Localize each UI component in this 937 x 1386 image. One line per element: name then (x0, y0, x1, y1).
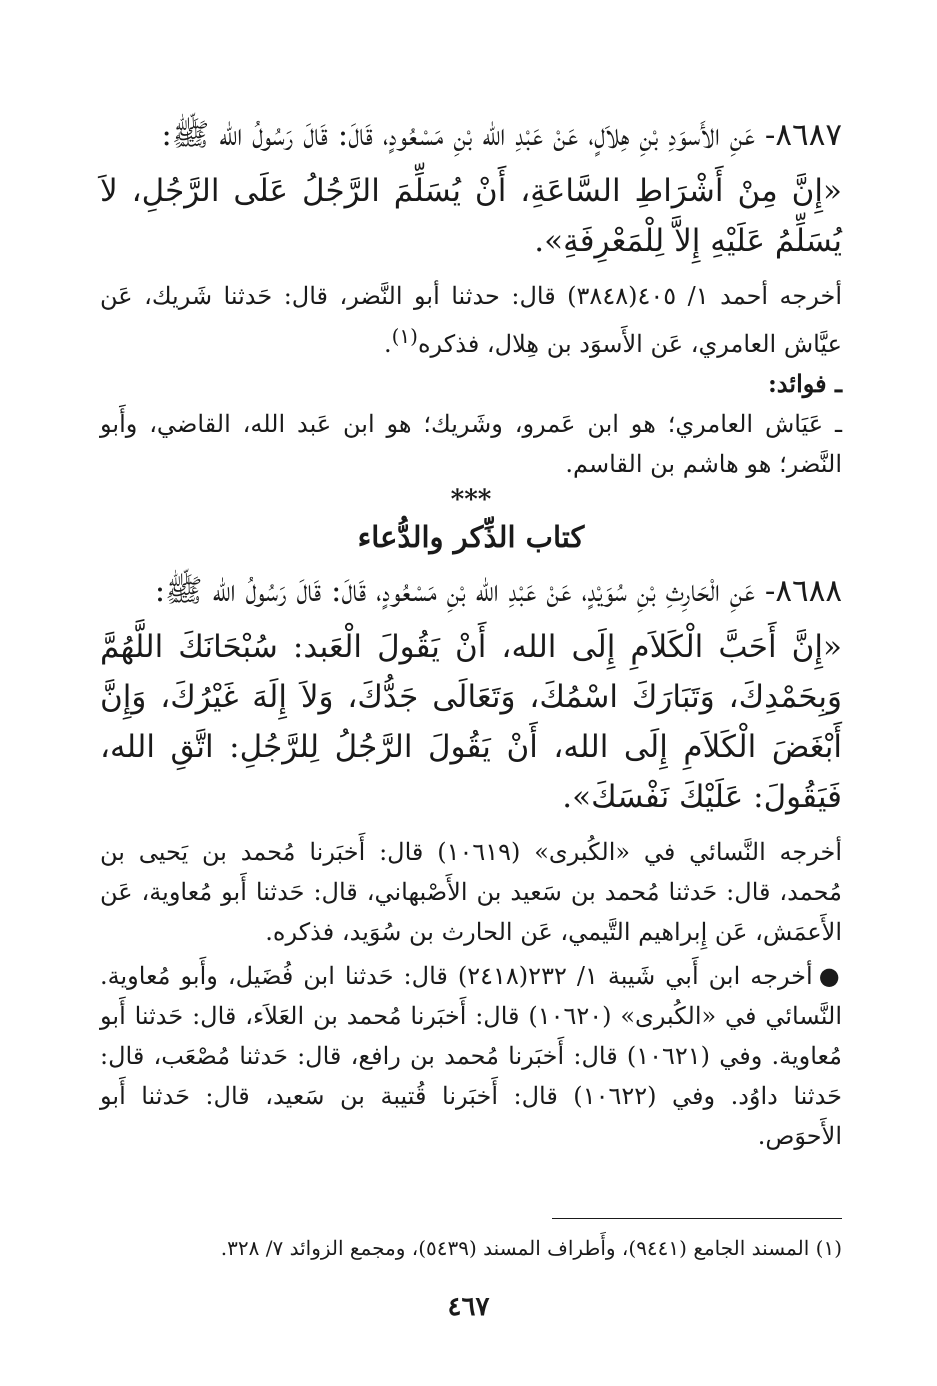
hadith-8688-additional-takhrij (100, 956, 842, 1156)
fawaid-heading: ـ فوائد: (767, 369, 842, 398)
takhrij-text: أخرجه أحمد ١/ ٤٠٥(٣٨٤٨) قال: حدثنا أبو النَّضر، قال: حَدثنا شَريك، عَن عيَّاش العامري، عَن الأَسوَد بن هِلال، فذكره (100, 282, 842, 358)
hadith-8688-heading: ٨٦٨٨- عَنِ الْحَارِثِ بْنِ سُوَيْدٍ، عَنْ عَبْدِ الله بْنِ مَسْعُودٍ، قَالَ: قَالَ رَسُولُ الله ﷺ: (154, 573, 842, 609)
hadith-8687-takhrij: أخرجه أحمد ١/ ٤٠٥(٣٨٤٨) قال: حدثنا أبو النَّضر، قال: حَدثنا شَريك، عَن عيَّاش العامري، عَن الأَسوَد بن هِلال، فذكره$^{(١)}$. (100, 282, 842, 358)
bullet-icon: ● (818, 962, 842, 990)
hadith-8687-text: «إِنَّ مِنْ أَشْرَاطِ السَّاعَةِ، أَنْ يُسَلِّمَ الرَّجُلُ عَلَى الرَّجُلِ، لاَ يُسَلِّمُ عَلَيْهِ إِلاَّ لِلْمَعْرِفَةِ». (100, 173, 842, 259)
additional-takhrij-text: أخرجه ابن أَبي شَيبة ١/ ٢٣٢(٢٤١٨) قال: حَدثنا ابن فُضَيل، وأَبو مُعاوية. النَّسائي في «الكُبرى» (١٠٦٢٠) قال: أَخبَرنا مُحمد بن العَلاَء، قال: حَدثنا أَبو مُعاوية. وفي (١٠٦٢١) قال: أَخبَرنا مُحمد بن رافع، قال: حَدثنا مُصْعَب، قال: حَدثنا داوُد. وفي (١٠٦٢٢) قال: أَخبَرنا قُتيبة بن سَعيد، قال: حَدثنا أَبو الأَحوَص. (100, 962, 843, 1150)
hadith-8688-takhrij: أخرجه النَّسائي في «الكُبرى» (١٠٦١٩) قال: أَخبَرنا مُحمد بن يَحيى بن مُحمد، قال: حَدثنا مُحمد بن سَعيد بن الأَصْبهاني، قال: حَدثنا أَبو مُعاوية، عَن الأَعمَش، عَن إِبراهيم التَّيمي، عَن الحارث بن سُوَيد، فذكره. (100, 838, 843, 946)
footnote-divider (552, 1218, 842, 1219)
footnote-reference[interactable]: (١) (391, 324, 418, 348)
footnote: (١) المسند الجامع (٩٤٤١)، وأَطراف المسند (٥٤٣٩)، ومجمع الزوائد ٧/ ٣٢٨. (220, 1236, 842, 1260)
fawaid-body: ـ عَيَاش العامري؛ هو ابن عَمرو، وشَريك؛ هو ابن عَبد الله، القاضي، وأَبو النَّضر؛ هو هاشم بن القاسم. (100, 410, 842, 478)
section-separator: *** (450, 485, 492, 515)
hadith-8687-heading: ٨٦٨٧- عَنِ الأَسوَدِ بْنِ هِلاَلٍ، عَنْ عَبْدِ الله بْنِ مَسْعُودٍ، قَالَ: قَالَ رَسُولُ الله ﷺ: (161, 117, 842, 153)
hadith-8688-text: «إِنَّ أَحَبَّ الْكَلاَمِ إِلَى الله، أَنْ يَقُولَ الْعَبد: سُبْحَانَكَ اللَّهُمَّ وَبِحَمْدِكَ، وَتَبَارَكَ اسْمُكَ، وَتَعَالَى جَدُّكَ، وَلاَ إِلَهَ غَيْرُكَ، وَإِنَّ أَبْغَضَ الْكَلاَمِ إِلَى الله، أَنْ يَقُولَ الرَّجُلُ لِلرَّجُلِ: اتَّقِ الله، فَيَقُولَ: عَلَيْكَ نَفْسَكَ». (100, 629, 842, 815)
chapter-title: كتاب الذِّكر والدُّعاء (357, 520, 585, 554)
page-number: ٤٦٧ (447, 1292, 490, 1322)
